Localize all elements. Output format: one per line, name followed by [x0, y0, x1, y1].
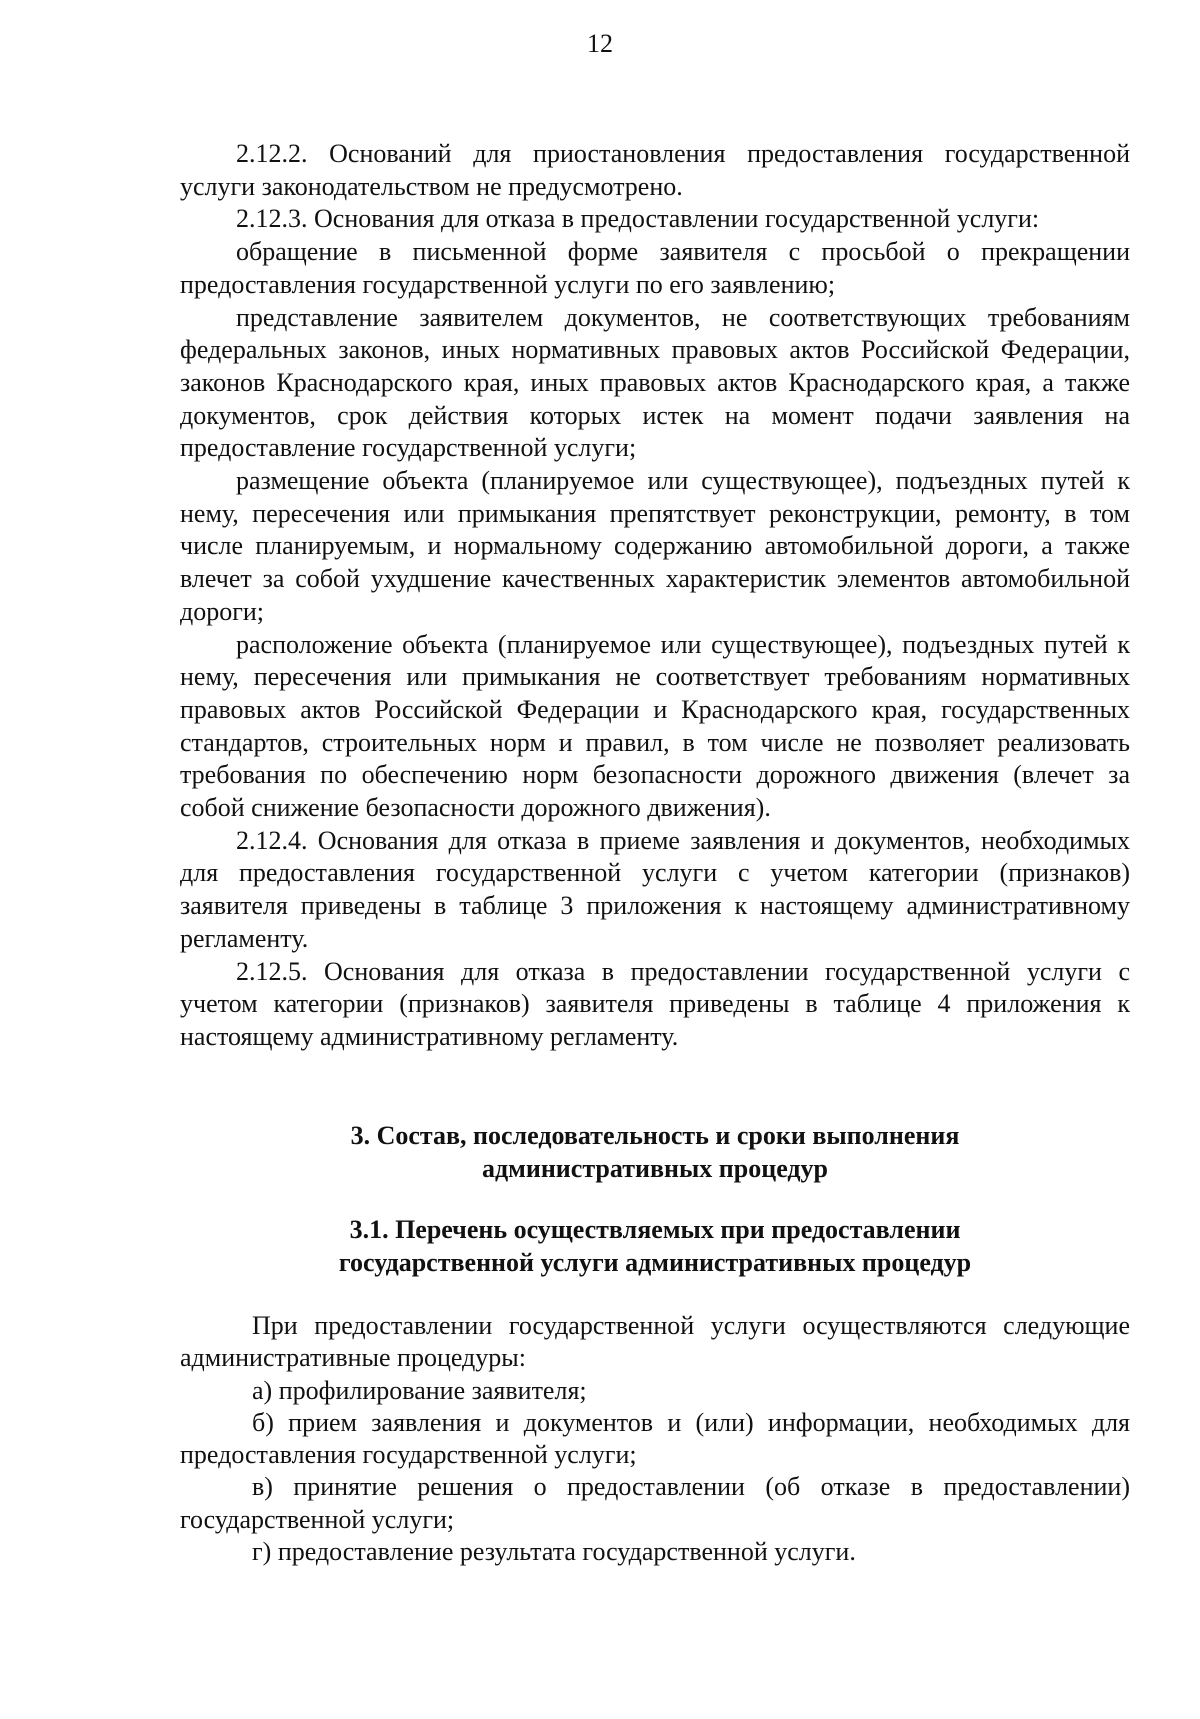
section-3-title-line1: 3. Состав, последовательность и сроки выполнения [350, 1121, 960, 1150]
refusal-reason-placement: размещение объекта (планируемое или существующее), подъездных путей к нему, пересечения или примыкания препятствует реконструкции, ремонту, в том числе планируемым, и нормальному содержанию автомобильной дороги, а также влечет за собой ухудшение качественных характеристик элементов автомобильной дороги; [180, 466, 1130, 626]
page-number: 12 [587, 29, 613, 58]
paragraph-2-12-5: 2.12.5. Основания для отказа в предоставлении государственной услуги с учетом категории (признаков) заявителя приведены в таблице 4 приложения к настоящему административному регламенту. [180, 956, 1130, 1051]
procedure-item-g: г) предоставление результата государственной услуги. [252, 1537, 856, 1567]
procedures-list [180, 1310, 1130, 1568]
procedure-item-a: а) профилирование заявителя; [252, 1375, 587, 1405]
section-3-1-title-line2: государственной услуги административных процедур [338, 1247, 972, 1277]
refusal-reason-location: расположение объекта (планируемое или существующее), подъездных путей к нему, пересечения или примыкания не соответствует требованиям нормативных правовых актов Российской Федерации и Краснодарского края, государственных стандартов, строительных норм и правил, в том числе не позволяет реализовать требования по обеспечению норм безопасности дорожного движения (влечет за собой снижение безопасности дорожного движения). [180, 629, 1130, 823]
section-2-12-text [180, 138, 1130, 1054]
refusal-reason-documents: представление заявителем документов, не соответствующих требованиям федеральных законов, иных нормативных правовых актов Российской Федерации, законов Краснодарского края, иных правовых актов Краснодарского края, а также документов, срок действия которых истек на момент подачи заявления на предоставление государственной услуги; [180, 302, 1130, 463]
paragraph-2-12-3: 2.12.3. Основания для отказа в предоставлении государственной услуги: [236, 204, 1040, 234]
procedure-item-v: в) принятие решения о предоставлении (об отказе в предоставлении) государственной услуги; [180, 1472, 1130, 1534]
section-3-heading [180, 1120, 1130, 1185]
section-3-1-title-line1: 3.1. Перечень осуществляемых при предоставлении [349, 1215, 961, 1244]
refusal-reason-request: обращение в письменной форме заявителя с просьбой о прекращении предоставления государственной услуги по его заявлению; [180, 237, 1130, 299]
section-3-1-heading [180, 1214, 1130, 1279]
paragraph-2-12-2: 2.12.2. Оснований для приостановления предоставления государственной услуги законодательством не предусмотрено. [180, 139, 1130, 201]
procedure-item-b: б) прием заявления и документов и (или) информации, необходимых для предоставления государственной услуги; [180, 1407, 1130, 1470]
paragraph-2-12-4: 2.12.4. Основания для отказа в приеме заявления и документов, необходимых для предоставления государственной услуги с учетом категории (признаков) заявителя приведены в таблице 3 приложения к настоящему административному регламенту. [180, 825, 1130, 953]
section-3-title-line2: административных процедур [481, 1153, 829, 1183]
procedures-intro: При предоставлении государственной услуги осуществляются следующие административные процедуры: [180, 1311, 1130, 1373]
